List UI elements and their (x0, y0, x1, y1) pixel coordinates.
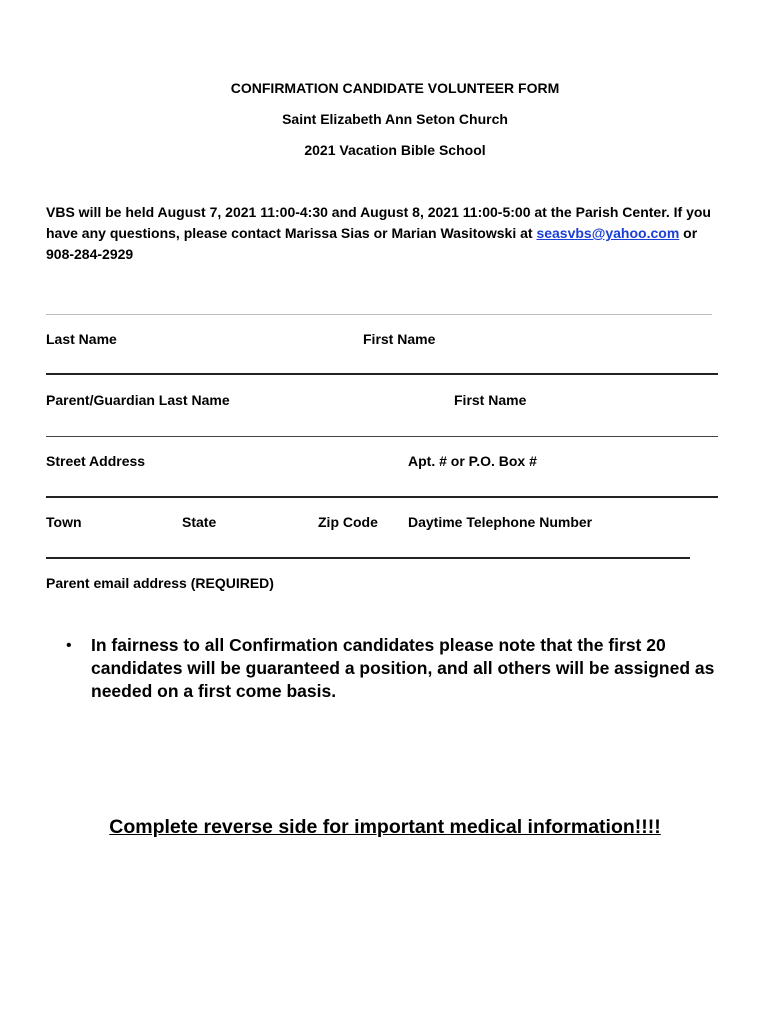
parent-first-name-label: First Name (454, 392, 527, 408)
state-label: State (182, 514, 217, 530)
first-name-label: First Name (363, 331, 436, 347)
form-title: CONFIRMATION CANDIDATE VOLUNTEER FORM (230, 80, 560, 96)
email-link[interactable]: seasvbs@yahoo.com (536, 225, 680, 241)
program-name: 2021 Vacation Bible School (304, 142, 486, 158)
parent-email-label: Parent email address (REQUIRED) (46, 575, 274, 591)
intro-paragraph (46, 202, 726, 265)
phone-label: Daytime Telephone Number (408, 514, 593, 530)
church-name: Saint Elizabeth Ann Seton Church (282, 111, 508, 127)
street-address-label: Street Address (46, 453, 146, 469)
town-line[interactable] (46, 496, 718, 498)
notice-item (66, 634, 726, 703)
notice-text: In fairness to all Confirmation candidates please note that the first 20 candidates will be guaranteed a position, and all others will be assigned as needed on a first come basis. (91, 635, 715, 701)
phone-text: or 908-284-2929 (46, 225, 698, 262)
candidate-name-line[interactable] (46, 314, 712, 315)
parent-last-name-label: Parent/Guardian Last Name (46, 392, 230, 408)
parent-name-line[interactable] (46, 373, 718, 375)
zip-label: Zip Code (318, 514, 378, 530)
last-name-label: Last Name (46, 331, 117, 347)
address-line[interactable] (46, 436, 718, 437)
apt-label: Apt. # or P.O. Box # (408, 453, 537, 469)
town-label: Town (46, 514, 82, 530)
bullet-icon: • (66, 637, 72, 654)
intro-text: VBS will be held August 7, 2021 11:00-4:30 and August 8, 2021 11:00-5:00 at the Parish Center. If you have any questions, please contact Marissa Sias or Marian Wasitowski at (46, 204, 711, 241)
reverse-side-note: Complete reverse side for important medical information!!!! (109, 816, 661, 838)
email-line[interactable] (46, 557, 690, 559)
